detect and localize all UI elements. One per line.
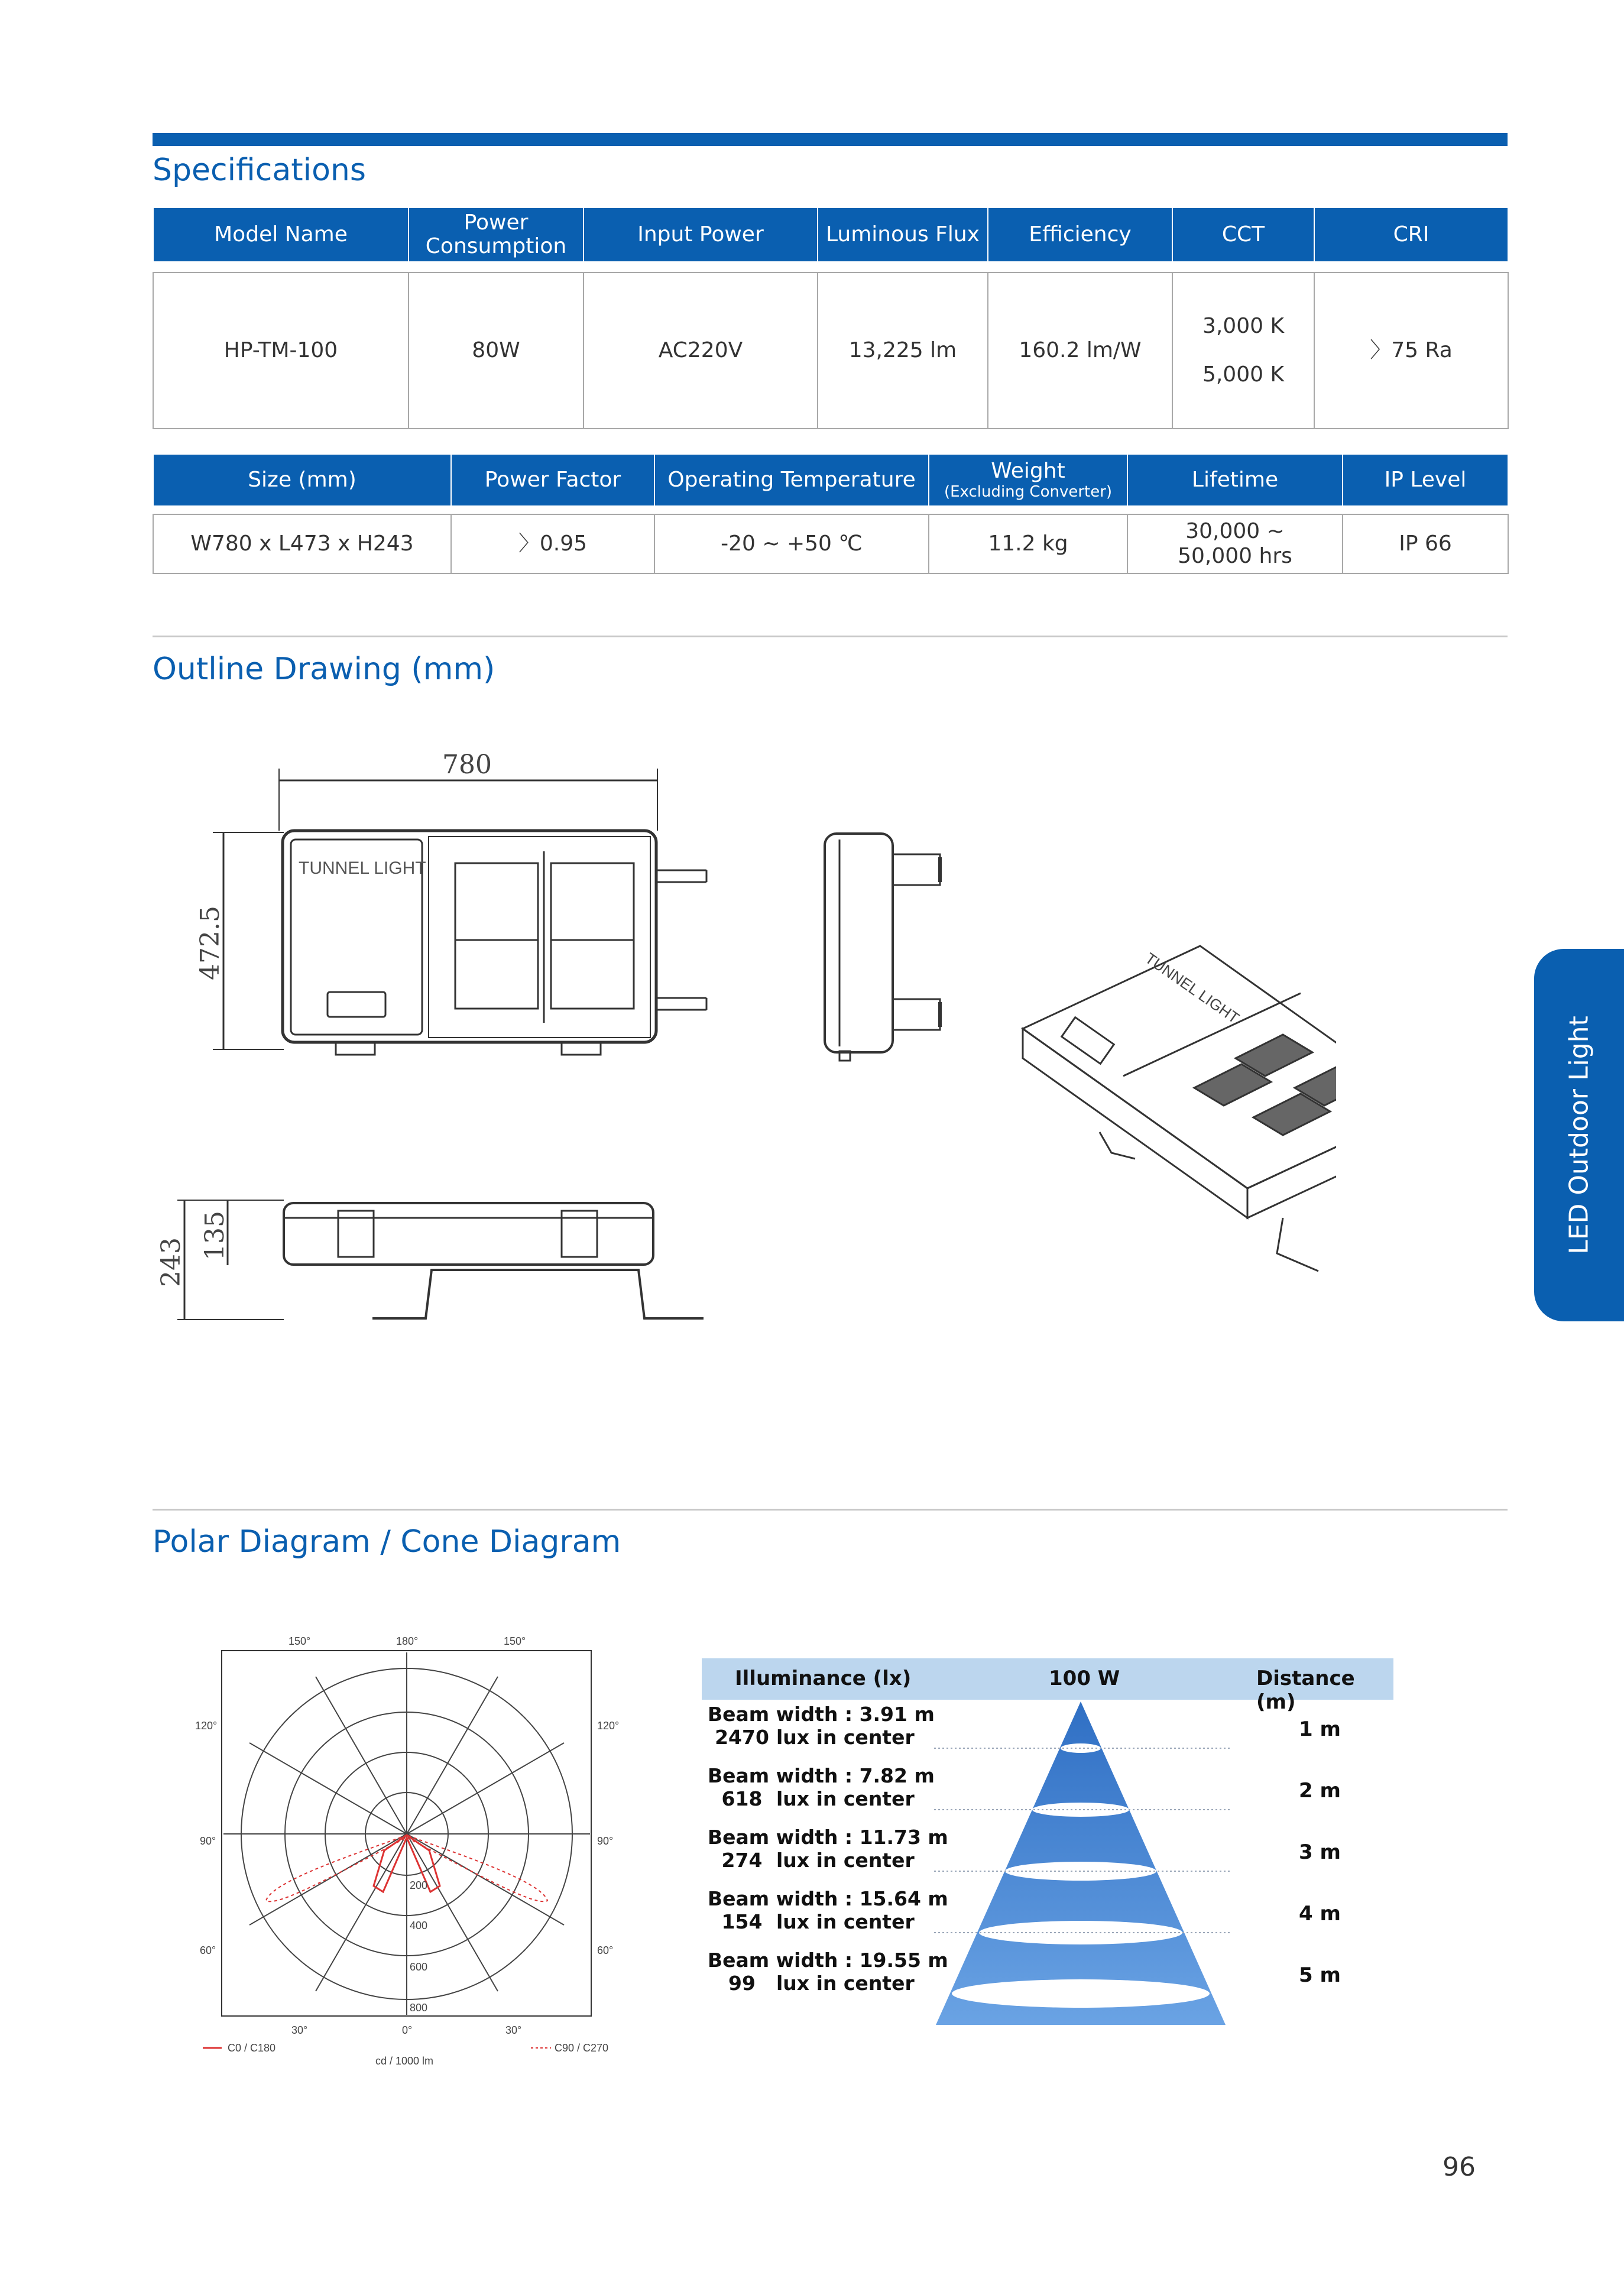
section-title-outline: Outline Drawing (mm) [153, 652, 495, 687]
angle-label: 150° [504, 1635, 526, 1647]
lux-label: lux in center [776, 1726, 915, 1749]
lux-label: lux in center [776, 1972, 915, 1995]
legend-c0-c180: C0 / C180 [228, 2042, 276, 2054]
col-header: Luminous Flux [818, 208, 988, 262]
col-header: Power Factor [451, 454, 654, 506]
housing-side-view [825, 834, 893, 1052]
angle-label: 0° [402, 2024, 413, 2036]
cell-ip: IP 66 [1343, 514, 1508, 573]
side-dimension-243: 243 [156, 1237, 186, 1287]
beam-width-value: 15.64 m [859, 1887, 948, 1910]
cell-weight: 11.2 kg [929, 514, 1127, 573]
col-header: Input Power [584, 208, 818, 262]
side-tab-label: LED Outdoor Light [1564, 1016, 1594, 1255]
cell-temp: -20 ~ +50 ℃ [654, 514, 929, 573]
cell-flux: 13,225 lm [818, 273, 988, 429]
cell-cri: 〉75 Ra [1314, 273, 1508, 429]
col-header: Lifetime [1127, 454, 1343, 506]
col-header: Efficiency [988, 208, 1172, 262]
beam-label: Beam width : [708, 1703, 853, 1726]
lux-value: 274 [721, 1849, 763, 1872]
cell-cct [1172, 273, 1314, 429]
spec-table-1 [153, 207, 1509, 429]
side-dimension-135: 135 [200, 1211, 230, 1260]
angle-label: 60° [597, 1944, 614, 1956]
cell-lifetime [1127, 514, 1343, 573]
col-header: Model Name [153, 208, 409, 262]
cell-size: W780 x L473 x H243 [153, 514, 451, 573]
angle-label: 120° [195, 1720, 218, 1732]
beam-label: Beam width : [708, 1826, 853, 1849]
lifetime-1: 30,000 ~ [1185, 519, 1285, 543]
lux-label: lux in center [776, 1910, 915, 1933]
cct-value-1: 3,000 K [1202, 314, 1285, 338]
angle-label: 30° [291, 2024, 308, 2036]
angle-label: 30° [505, 2024, 522, 2036]
ring-label: 200 [410, 1879, 428, 1891]
cell-efficiency: 160.2 lm/W [988, 273, 1172, 429]
divider [153, 636, 1508, 637]
distance-1m: 1 m [1299, 1717, 1341, 1741]
weight-subheader: (Excluding Converter) [944, 483, 1113, 501]
beam-label: Beam width : [708, 1887, 853, 1910]
cone-header-power: 100 W [1049, 1667, 1120, 1690]
angle-label: 90° [597, 1835, 614, 1847]
polar-diagram [189, 1629, 638, 2075]
angle-label: 120° [597, 1720, 620, 1732]
outline-drawing [154, 739, 1336, 1336]
cone-row-1 [708, 1703, 935, 1749]
lux-label: lux in center [776, 1787, 915, 1810]
angle-label: 90° [200, 1835, 216, 1847]
angle-label: 150° [289, 1635, 311, 1647]
lifetime-2: 50,000 hrs [1178, 544, 1292, 568]
cone-diagram [910, 1697, 1241, 2028]
beam-ellipse-5m [952, 1979, 1210, 2008]
isometric-view [1023, 946, 1336, 1271]
col-header-weight [929, 454, 1127, 506]
angle-label: 180° [396, 1635, 419, 1647]
col-header: Size (mm) [153, 454, 451, 506]
cone-row-3 [708, 1826, 948, 1872]
col-header: IP Level [1343, 454, 1508, 506]
lux-value: 154 [721, 1910, 763, 1933]
cone-row-4 [708, 1887, 948, 1933]
cct-value-2: 5,000 K [1202, 362, 1285, 387]
col-header: Power Consumption [409, 208, 584, 262]
distance-3m: 3 m [1299, 1840, 1341, 1864]
legend-c90-c270: C90 / C270 [555, 2042, 609, 2054]
section-title-polar: Polar Diagram / Cone Diagram [153, 1524, 621, 1560]
cone-row-5 [708, 1949, 948, 1995]
section-title-specifications: Specifications [153, 153, 366, 188]
side-category-tab[interactable] [1534, 949, 1624, 1321]
unit-label: cd / 1000 lm [375, 2055, 434, 2067]
tunnel-light-label: TUNNEL LIGHT [299, 858, 426, 878]
cell-pf: 〉0.95 [451, 514, 654, 573]
cone-header [702, 1658, 1393, 1714]
ring-label: 800 [410, 2002, 428, 2014]
divider [153, 1509, 1508, 1511]
page-number: 96 [1443, 2152, 1476, 2182]
cone-row-2 [708, 1764, 935, 1810]
beam-width-value: 11.73 m [859, 1826, 948, 1849]
distance-4m: 4 m [1299, 1902, 1341, 1926]
col-header: CCT [1172, 208, 1314, 262]
height-dimension-label: 472.5 [195, 906, 225, 980]
cell-input: AC220V [584, 273, 818, 429]
beam-width-value: 3.91 m [859, 1703, 935, 1726]
beam-label: Beam width : [708, 1764, 853, 1787]
spec-table-2 [153, 453, 1509, 574]
cone-header-illuminance: Illuminance (lx) [735, 1667, 912, 1690]
distance-2m: 2 m [1299, 1779, 1341, 1803]
top-accent-bar [153, 133, 1508, 146]
beam-width-value: 19.55 m [859, 1949, 948, 1972]
beam-width-value: 7.82 m [859, 1764, 935, 1787]
distance-5m: 5 m [1299, 1963, 1341, 1987]
weight-header: Weight [991, 459, 1065, 483]
lux-value: 618 [721, 1787, 763, 1810]
lux-value: 99 [728, 1972, 756, 1995]
ring-label: 600 [410, 1961, 428, 1973]
lux-label: lux in center [776, 1849, 915, 1872]
width-dimension-label: 780 [442, 750, 492, 780]
angle-label: 60° [200, 1944, 216, 1956]
col-header: CRI [1314, 208, 1508, 262]
beam-label: Beam width : [708, 1949, 853, 1972]
lux-value: 2470 [715, 1726, 769, 1749]
cell-power: 80W [409, 273, 584, 429]
cone-header-distance: Distance (m) [1256, 1667, 1355, 1714]
iso-tunnel-light-label: TUNNEL LIGHT [1142, 949, 1243, 1028]
cell-model: HP-TM-100 [153, 273, 409, 429]
col-header: Operating Temperature [654, 454, 929, 506]
ring-label: 400 [410, 1920, 428, 1931]
